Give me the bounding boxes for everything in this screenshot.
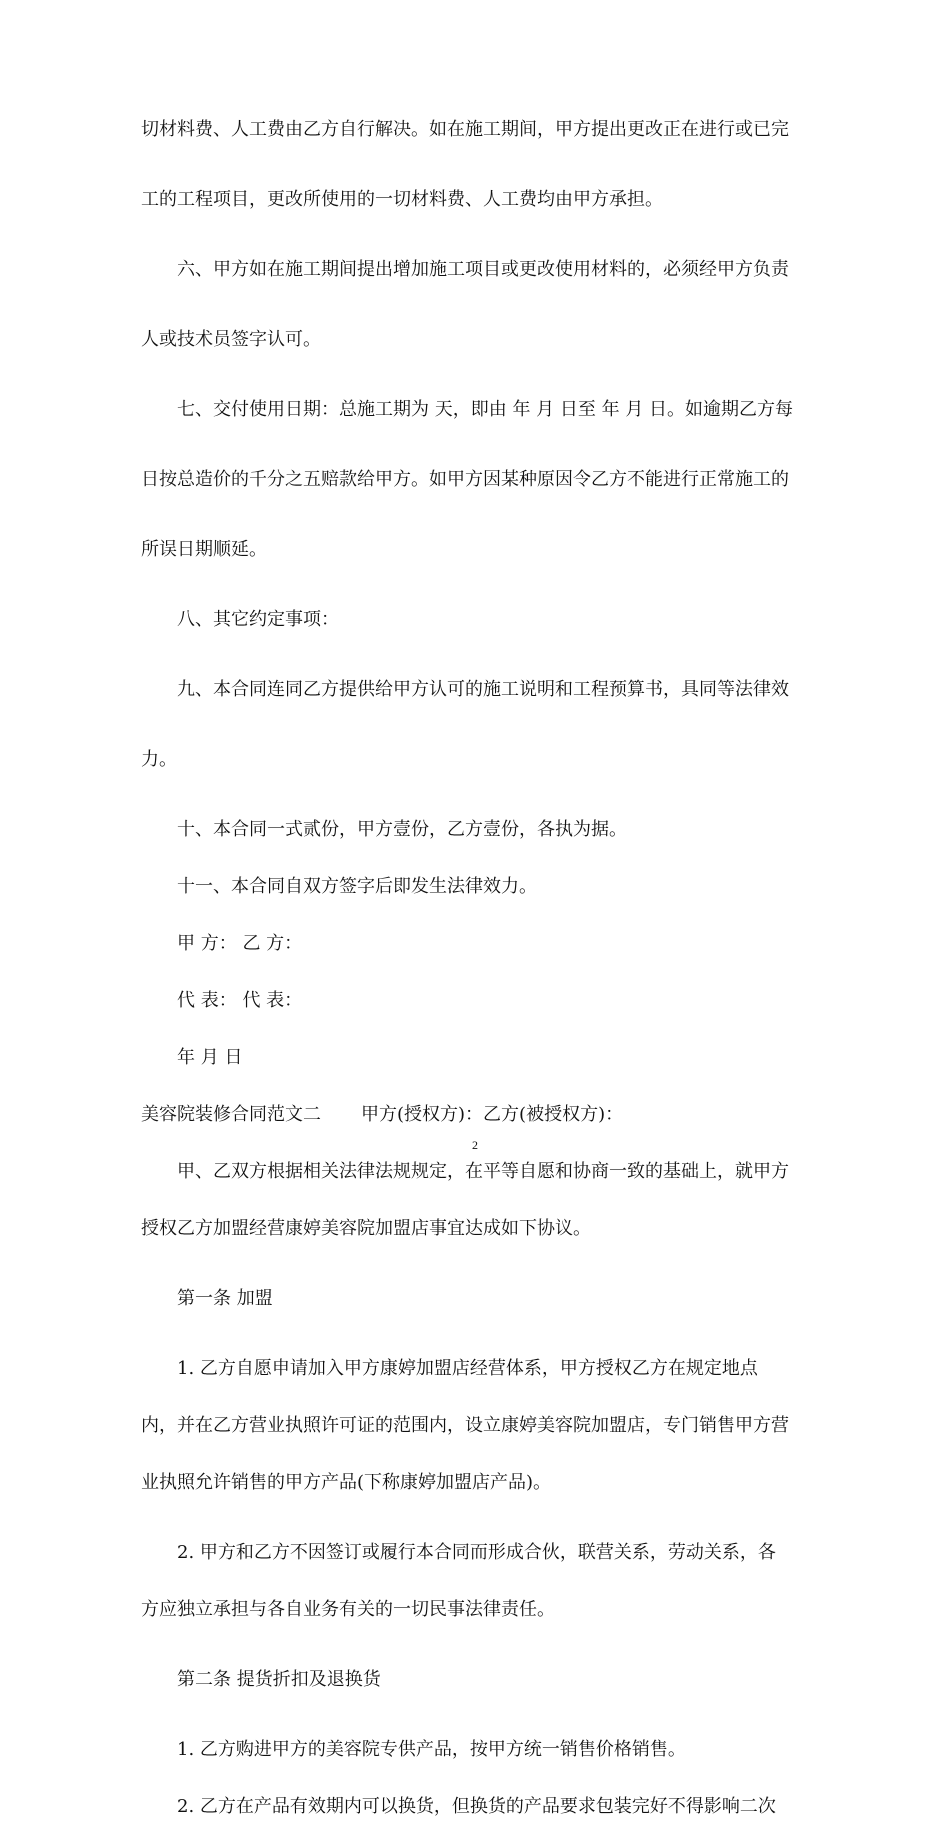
paragraph-line: 授权乙方加盟经营康婷美容院加盟店事宜达成如下协议。	[141, 1218, 591, 1239]
paragraph-line: 力。	[141, 749, 177, 770]
paragraph-line: 工的工程项目，更改所使用的一切材料费、人工费均由甲方承担。	[141, 189, 663, 210]
preamble: 甲、乙双方根据相关法律法规规定，在平等自愿和协商一致的基础上，就甲方	[177, 1161, 789, 1182]
article-1-title: 第一条 加盟	[177, 1288, 273, 1309]
paragraph-line: 内，并在乙方营业执照许可证的范围内，设立康婷美容院加盟店，专门销售甲方营	[141, 1415, 789, 1436]
signature-representatives: 代 表： 代 表：	[177, 990, 303, 1011]
signature-parties: 甲 方： 乙 方：	[177, 933, 303, 954]
paragraph-line: 切材料费、人工费由乙方自行解决。如在施工期间，甲方提出更改正在进行或已完	[141, 119, 789, 140]
title-parties: 甲方(授权方)：乙方(被授权方)：	[361, 1104, 624, 1125]
page-number: 2	[472, 1138, 478, 1152]
paragraph-line: 日按总造价的千分之五赔款给甲方。如甲方因某种原因令乙方不能进行正常施工的	[141, 469, 789, 490]
paragraph-line: 业执照允许销售的甲方产品(下称康婷加盟店产品)。	[141, 1472, 552, 1493]
article-2-title: 第二条 提货折扣及退换货	[177, 1669, 381, 1690]
clause-6: 六、甲方如在施工期间提出增加施工项目或更改使用材料的，必须经甲方负责	[177, 259, 789, 280]
clause-9: 九、本合同连同乙方提供给甲方认可的施工说明和工程预算书，具同等法律效	[177, 679, 789, 700]
clause-10: 十、本合同一式贰份，甲方壹份，乙方壹份，各执为据。	[177, 819, 627, 840]
clause-8: 八、其它约定事项：	[177, 609, 339, 630]
article-2-item-2: 2. 乙方在产品有效期内可以换货，但换货的产品要求包装完好不得影响二次	[177, 1796, 776, 1817]
paragraph-line: 方应独立承担与各自业务有关的一切民事法律责任。	[141, 1599, 555, 1620]
article-2-item-1: 1. 乙方购进甲方的美容院专供产品，按甲方统一销售价格销售。	[177, 1739, 686, 1760]
article-1-item-2: 2. 甲方和乙方不因签订或履行本合同而形成合伙，联营关系，劳动关系，各	[177, 1542, 776, 1563]
signature-date: 年 月 日	[177, 1047, 243, 1068]
document-title-2: 美容院装修合同范文二	[141, 1104, 321, 1125]
clause-7: 七、交付使用日期：总施工期为 天，即由 年 月 日至 年 月 日。如逾期乙方每	[177, 399, 794, 420]
clause-11: 十一、本合同自双方签字后即发生法律效力。	[177, 876, 537, 897]
section-title-line	[141, 1097, 813, 1133]
paragraph-line: 所误日期顺延。	[141, 539, 267, 560]
document-body	[141, 112, 813, 1825]
article-1-item-1: 1. 乙方自愿申请加入甲方康婷加盟店经营体系，甲方授权乙方在规定地点	[177, 1358, 758, 1379]
paragraph-line: 人或技术员签字认可。	[141, 329, 321, 350]
